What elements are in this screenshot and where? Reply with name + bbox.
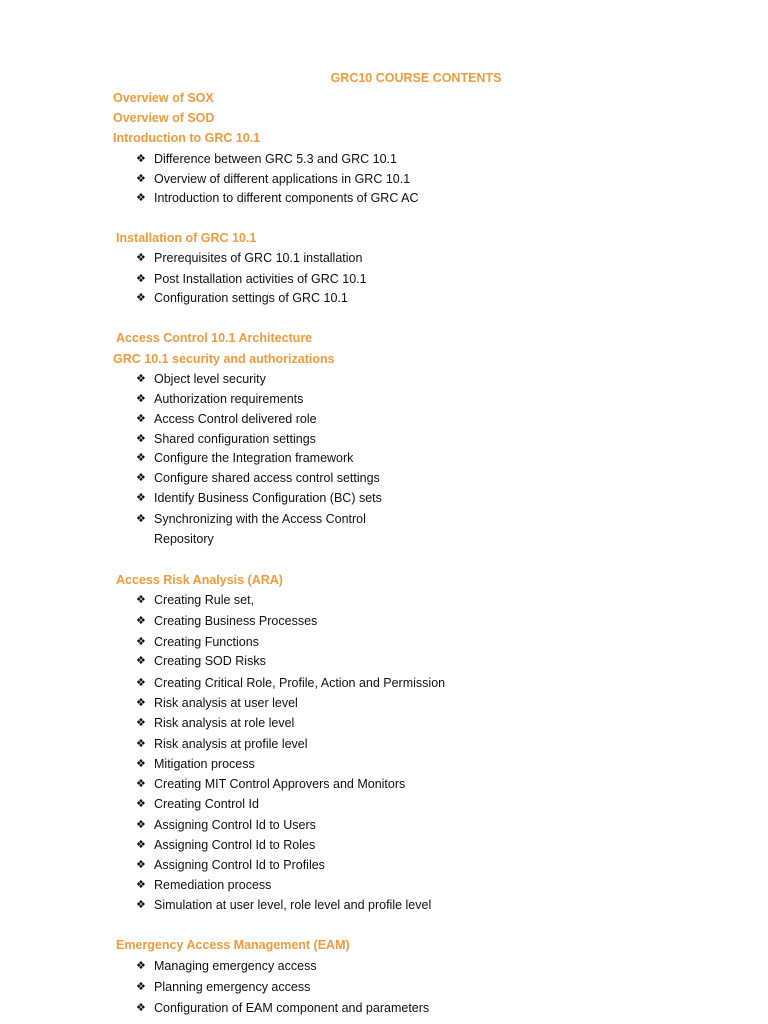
diamond-bullet-icon: ❖ — [136, 879, 146, 891]
list-item — [136, 272, 367, 287]
diamond-bullet-icon: ❖ — [136, 859, 146, 871]
list-item-text: Authorization requirements — [154, 392, 304, 406]
list-item — [136, 878, 272, 893]
heading-access-risk-analysis: Access Risk Analysis (ARA) — [116, 573, 283, 587]
diamond-bullet-icon: ❖ — [136, 899, 146, 911]
heading-access-control-architecture: Access Control 10.1 Architecture — [116, 331, 313, 345]
list-item-text: Creating Rule set, — [154, 593, 255, 607]
list-item-text: Managing emergency access — [154, 959, 317, 973]
list-item-text: Risk analysis at role level — [154, 716, 295, 730]
diamond-bullet-icon: ❖ — [136, 433, 146, 445]
list-item-text: Shared configuration settings — [154, 432, 316, 446]
list-item — [136, 291, 348, 306]
diamond-bullet-icon: ❖ — [136, 677, 146, 689]
diamond-bullet-icon: ❖ — [136, 981, 146, 993]
diamond-bullet-icon: ❖ — [136, 798, 146, 810]
list-item — [136, 737, 308, 752]
diamond-bullet-icon: ❖ — [136, 839, 146, 851]
list-item-text: Remediation process — [154, 878, 272, 892]
heading-overview-sox: Overview of SOX — [113, 91, 214, 105]
list-item-text: Assigning Control Id to Roles — [154, 838, 316, 852]
list-item — [136, 858, 325, 873]
list-item-text: Prerequisites of GRC 10.1 installation — [154, 251, 363, 265]
list-item — [136, 757, 255, 772]
list-item — [136, 1001, 430, 1016]
diamond-bullet-icon: ❖ — [136, 192, 146, 204]
list-item — [136, 716, 295, 731]
list-item-text: Configure shared access control settings — [154, 471, 380, 485]
list-item — [136, 797, 259, 812]
list-item-text: Configuration settings of GRC 10.1 — [154, 291, 348, 305]
diamond-bullet-icon: ❖ — [136, 452, 146, 464]
list-item — [136, 838, 316, 853]
list-item — [136, 614, 318, 629]
list-item — [136, 251, 363, 266]
diamond-bullet-icon: ❖ — [136, 153, 146, 165]
list-item-text: Difference between GRC 5.3 and GRC 10.1 — [154, 152, 397, 166]
diamond-bullet-icon: ❖ — [136, 717, 146, 729]
list-item-text: Overview of different applications in GRC 10.1 — [154, 172, 411, 186]
diamond-bullet-icon: ❖ — [136, 738, 146, 750]
list-item-text: Creating MIT Control Approvers and Monitors — [154, 777, 406, 791]
list-item-text: Simulation at user level, role level and profile level — [154, 898, 432, 912]
list-item-text: Post Installation activities of GRC 10.1 — [154, 272, 367, 286]
list-item — [136, 491, 382, 506]
heading-introduction-grc: Introduction to GRC 10.1 — [113, 131, 261, 145]
list-item-text: Synchronizing with the Access Control — [154, 512, 366, 526]
list-item-text: Repository — [154, 532, 214, 546]
list-item — [136, 635, 259, 650]
list-item — [136, 696, 298, 711]
list-item-text: Planning emergency access — [154, 980, 311, 994]
list-item-text: Risk analysis at profile level — [154, 737, 308, 751]
diamond-bullet-icon: ❖ — [136, 273, 146, 285]
list-item — [136, 372, 266, 387]
diamond-bullet-icon: ❖ — [136, 655, 146, 667]
list-item-text: Identify Business Configuration (BC) sets — [154, 491, 382, 505]
list-item-text: Risk analysis at user level — [154, 696, 298, 710]
list-item-text: Object level security — [154, 372, 266, 386]
list-item — [136, 980, 311, 995]
heading-installation-grc: Installation of GRC 10.1 — [116, 231, 257, 245]
diamond-bullet-icon: ❖ — [136, 492, 146, 504]
list-item — [136, 172, 411, 187]
diamond-bullet-icon: ❖ — [136, 1002, 146, 1014]
list-item — [136, 593, 255, 608]
diamond-bullet-icon: ❖ — [136, 472, 146, 484]
list-item — [136, 191, 419, 206]
list-item-text: Access Control delivered role — [154, 412, 317, 426]
list-item-text: Assigning Control Id to Profiles — [154, 858, 325, 872]
list-item-text: Introduction to different components of GRC AC — [154, 191, 419, 205]
list-item-text: Assigning Control Id to Users — [154, 818, 316, 832]
diamond-bullet-icon: ❖ — [136, 373, 146, 385]
list-item — [136, 676, 446, 691]
diamond-bullet-icon: ❖ — [136, 173, 146, 185]
diamond-bullet-icon: ❖ — [136, 615, 146, 627]
heading-emergency-access-management: Emergency Access Management (EAM) — [116, 938, 350, 952]
list-item — [136, 471, 380, 486]
heading-overview-sod: Overview of SOD — [113, 111, 215, 125]
list-item — [136, 654, 266, 669]
list-item-text: Creating Business Processes — [154, 614, 318, 628]
diamond-bullet-icon: ❖ — [136, 292, 146, 304]
list-item — [136, 432, 316, 447]
list-item-text: Creating Functions — [154, 635, 259, 649]
diamond-bullet-icon: ❖ — [136, 778, 146, 790]
diamond-bullet-icon: ❖ — [136, 594, 146, 606]
diamond-bullet-icon: ❖ — [136, 960, 146, 972]
diamond-bullet-icon: ❖ — [136, 758, 146, 770]
list-item — [136, 451, 354, 466]
list-item — [136, 412, 317, 427]
diamond-bullet-icon: ❖ — [136, 393, 146, 405]
list-item — [136, 777, 406, 792]
document-title: GRC10 COURSE CONTENTS — [330, 71, 502, 85]
list-item — [136, 959, 317, 974]
diamond-bullet-icon: ❖ — [136, 636, 146, 648]
list-item-text: Configuration of EAM component and parameters — [154, 1001, 430, 1015]
list-item — [136, 898, 432, 913]
heading-grc-security-authorizations: GRC 10.1 security and authorizations — [113, 352, 335, 366]
list-item-continuation — [136, 532, 214, 547]
list-item — [136, 392, 304, 407]
list-item-text: Creating SOD Risks — [154, 654, 266, 668]
list-item — [136, 512, 366, 527]
diamond-bullet-icon: ❖ — [136, 819, 146, 831]
diamond-bullet-icon: ❖ — [136, 697, 146, 709]
list-item-text: Configure the Integration framework — [154, 451, 354, 465]
diamond-bullet-icon: ❖ — [136, 252, 146, 264]
list-item-text: Creating Control Id — [154, 797, 259, 811]
diamond-bullet-icon: ❖ — [136, 513, 146, 525]
list-item-text: Mitigation process — [154, 757, 255, 771]
list-item-text: Creating Critical Role, Profile, Action and Permission — [154, 676, 446, 690]
diamond-bullet-icon: ❖ — [136, 413, 146, 425]
list-item — [136, 818, 316, 833]
list-item — [136, 152, 397, 167]
